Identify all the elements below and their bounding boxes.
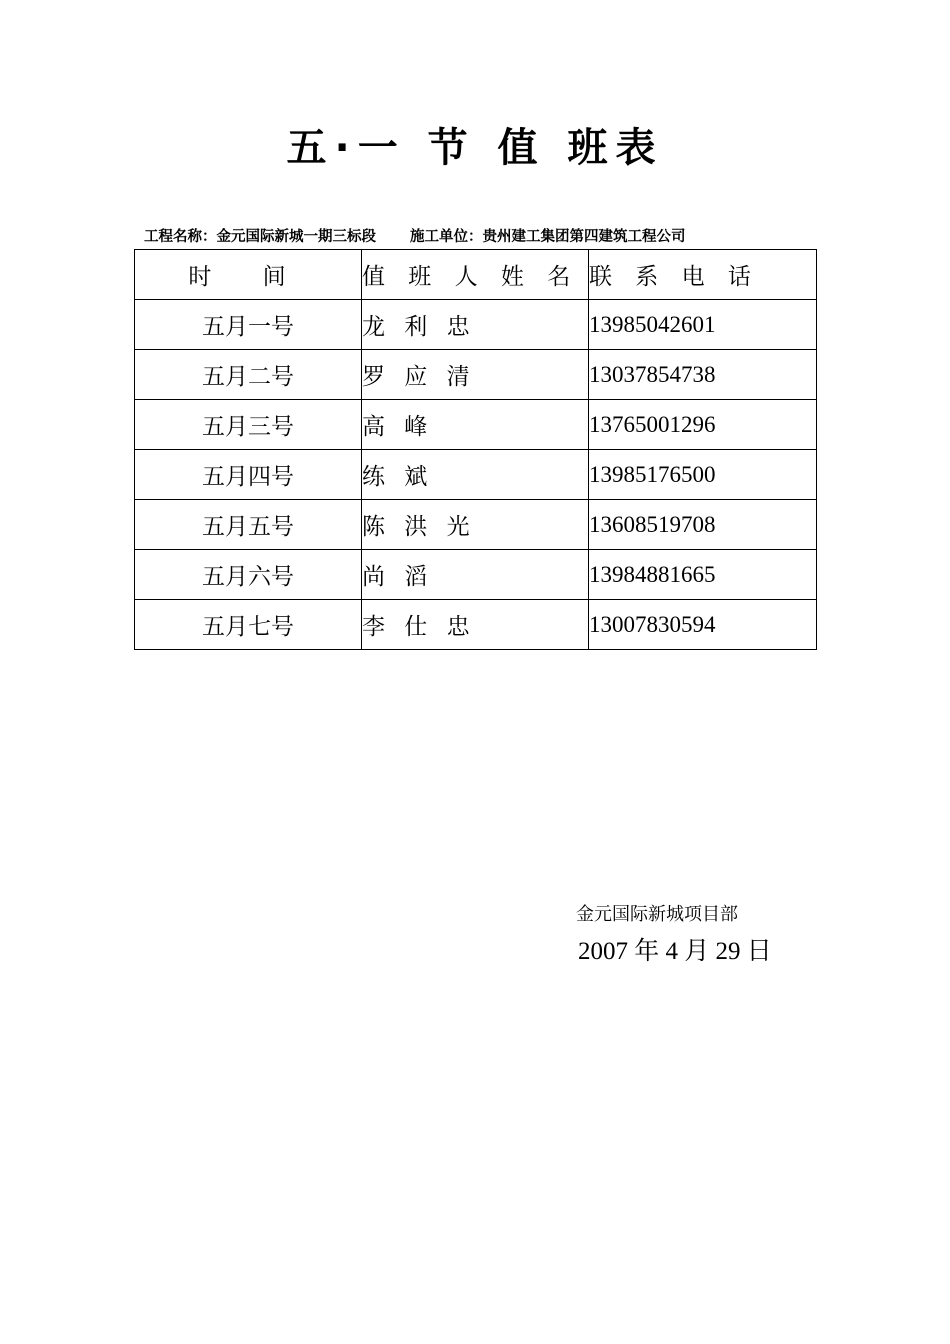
cell-date: 五月二号 <box>135 350 362 400</box>
cell-phone: 13007830594 <box>589 600 817 650</box>
cell-name: 高 峰 <box>362 400 589 450</box>
page-title: 五·一 节 值 班表 <box>286 125 664 171</box>
cell-name: 练 斌 <box>362 450 589 500</box>
header-name: 值 班 人 姓 名 <box>362 250 589 300</box>
cell-phone: 13984881665 <box>589 550 817 600</box>
table-row <box>135 350 817 400</box>
cell-date: 五月四号 <box>135 450 362 500</box>
cell-name: 李 仕 忠 <box>362 600 589 650</box>
duty-table <box>134 249 817 650</box>
cell-date: 五月三号 <box>135 400 362 450</box>
header-phone: 联 系 电 话 <box>589 250 817 300</box>
table-header-row <box>135 250 817 300</box>
table-row <box>135 550 817 600</box>
table-row <box>135 500 817 550</box>
cell-date: 五月一号 <box>135 300 362 350</box>
cell-name: 罗 应 清 <box>362 350 589 400</box>
cell-phone: 13985042601 <box>589 300 817 350</box>
table-row <box>135 300 817 350</box>
cell-phone: 13765001296 <box>589 400 817 450</box>
cell-phone: 13985176500 <box>589 450 817 500</box>
project-name: 工程名称：金元国际新城一期三标段 <box>144 229 376 245</box>
cell-date: 五月六号 <box>135 550 362 600</box>
cell-name: 尚 滔 <box>362 550 589 600</box>
cell-date: 五月七号 <box>135 600 362 650</box>
header-time: 时 间 <box>135 250 362 300</box>
cell-phone: 13037854738 <box>589 350 817 400</box>
contractor-name: 施工单位：贵州建工集团第四建筑工程公司 <box>410 229 686 245</box>
table-row <box>135 450 817 500</box>
footer-organization: 金元国际新城项目部 <box>576 904 738 925</box>
table-row <box>135 600 817 650</box>
project-info-line <box>144 226 824 248</box>
footer-date: 2007 年 4 月 29 日 <box>578 938 772 965</box>
cell-phone: 13608519708 <box>589 500 817 550</box>
cell-name: 龙 利 忠 <box>362 300 589 350</box>
table-row <box>135 400 817 450</box>
cell-date: 五月五号 <box>135 500 362 550</box>
cell-name: 陈 洪 光 <box>362 500 589 550</box>
